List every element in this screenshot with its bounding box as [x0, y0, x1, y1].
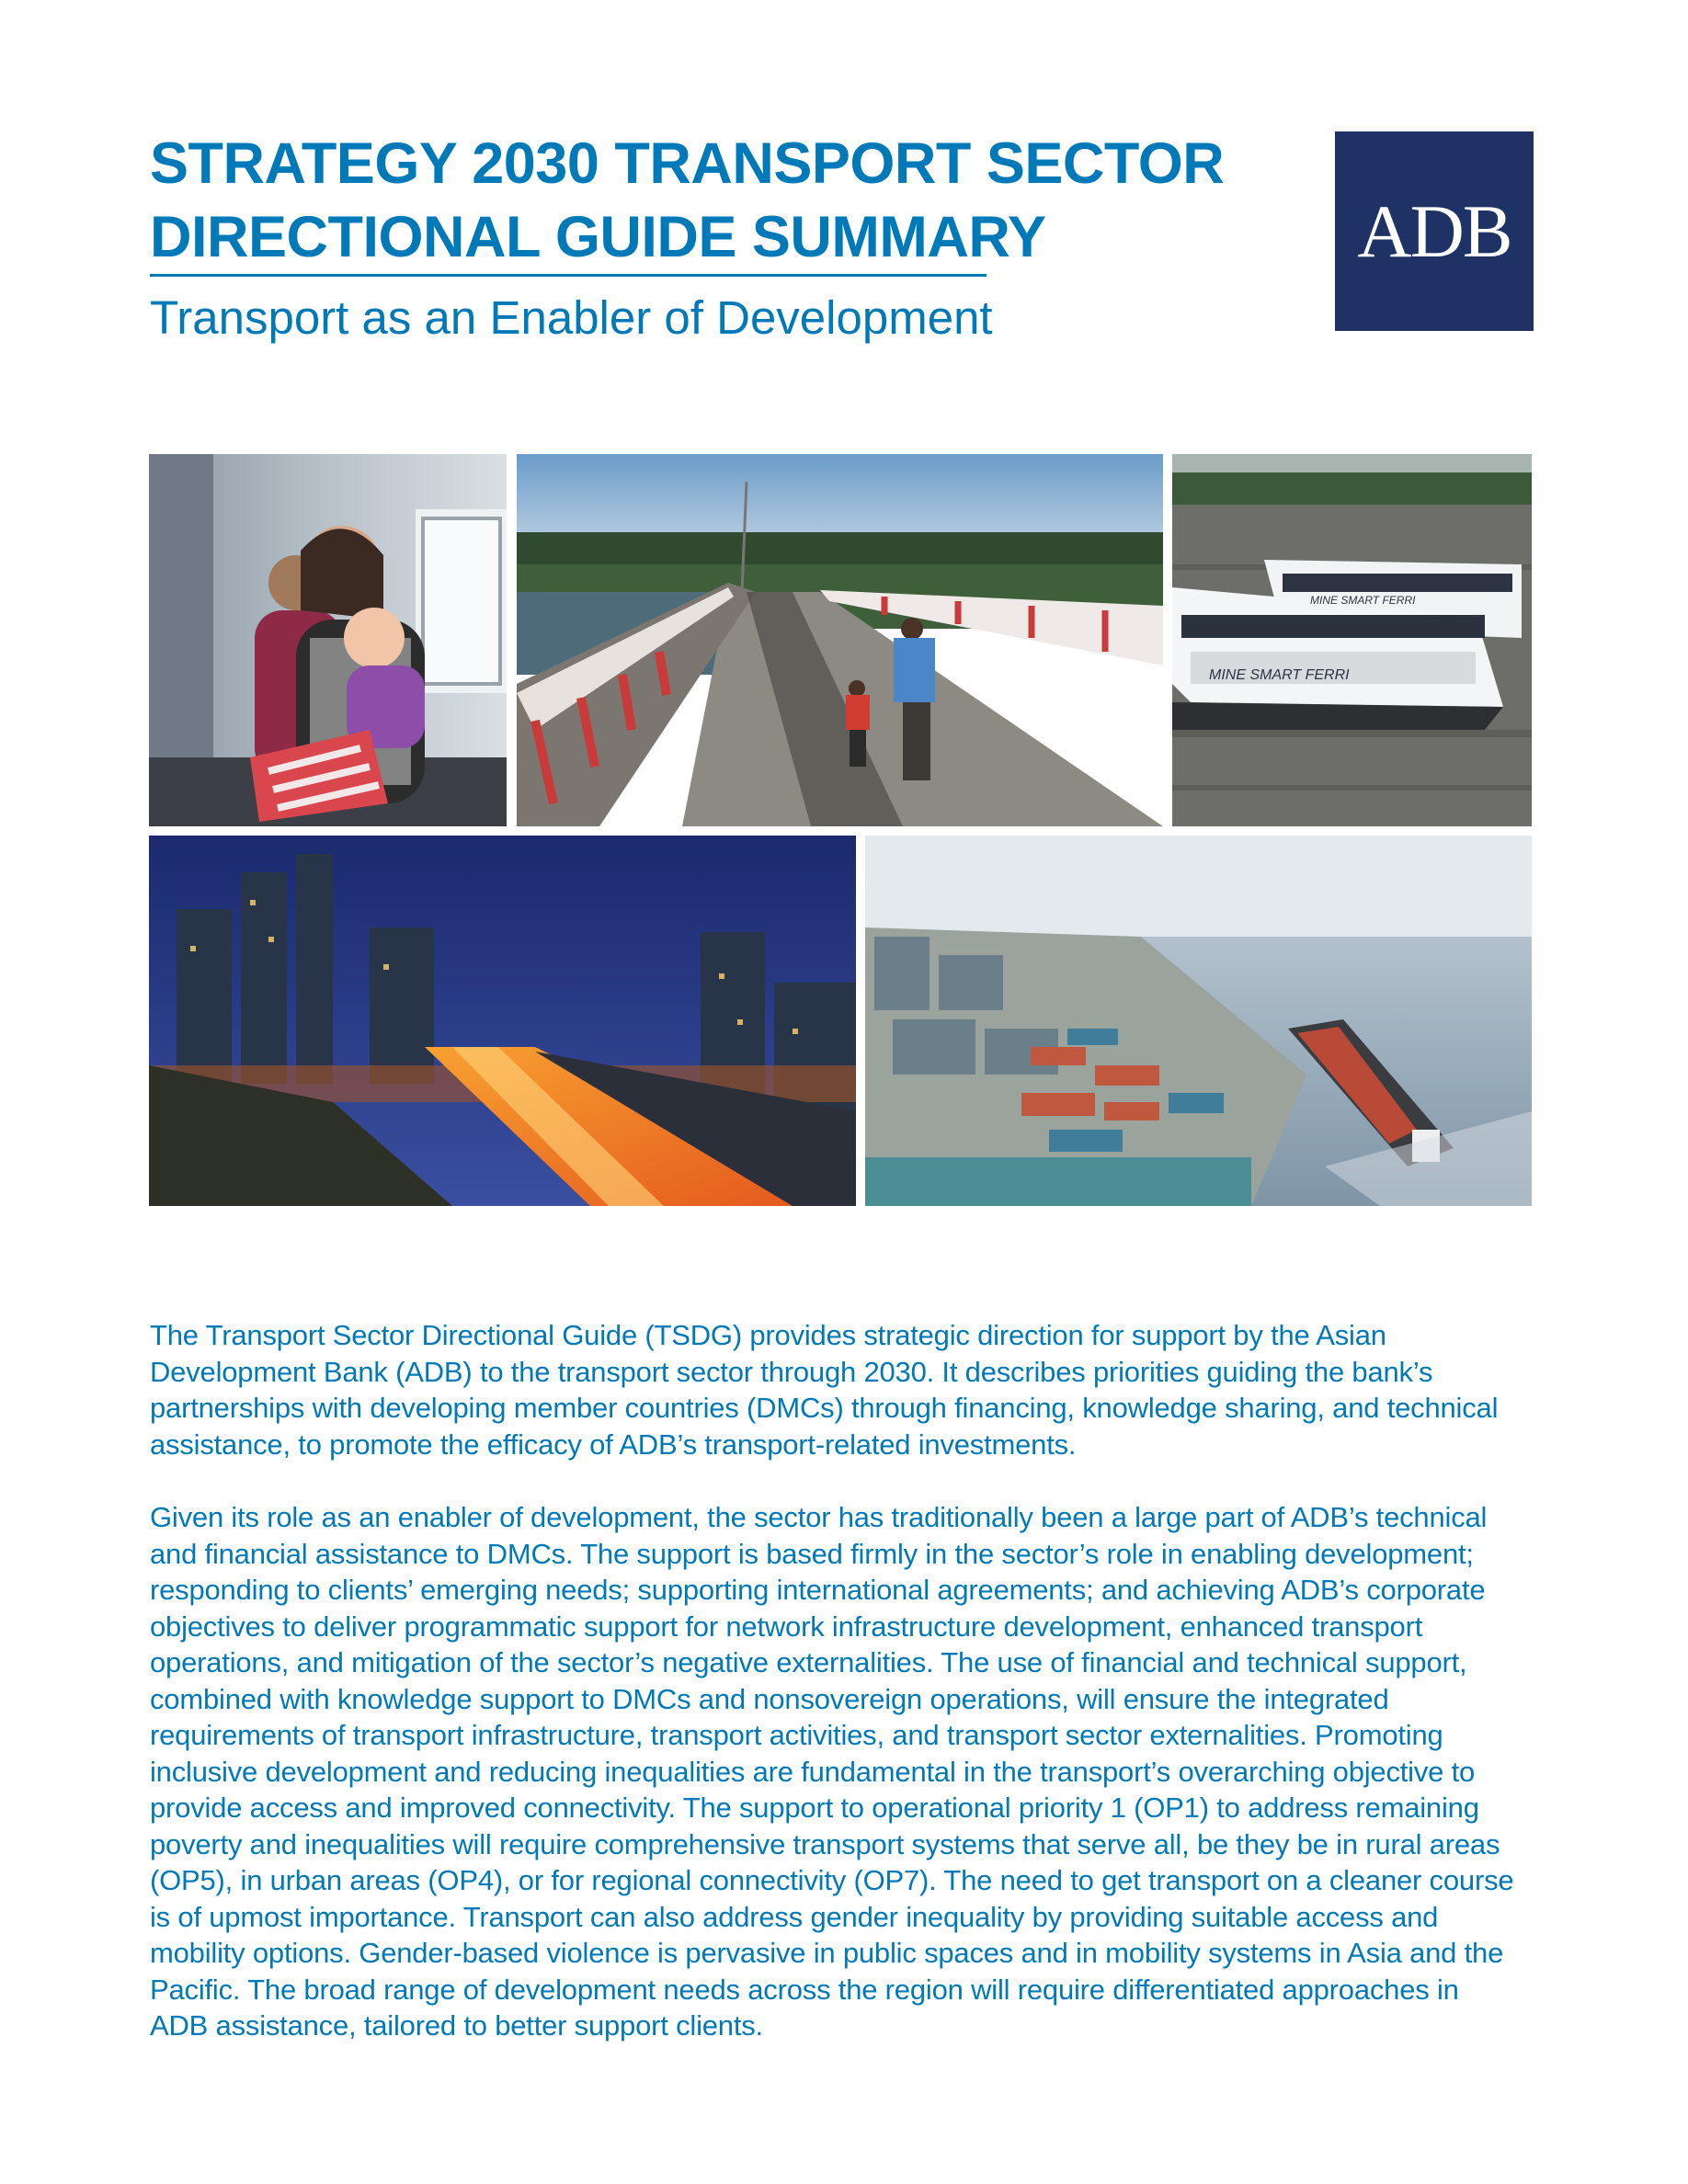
document-title — [150, 127, 1290, 274]
body-paragraph-2: Given its role as an enabler of development, the sector has traditionally been a large part of ADB’s technical and financial assistance to DMCs. The support is based firmly in the sector’s role in enabling development; responding to clients’ emerging needs; supporting international agreements; and achieving ADB’s corporate objectives to deliver programmatic support for network infrastructure development, enhanced transport operations, and mitigation of the sector’s negative externalities. The use of financial and technical support, combined with knowledge support to DMCs and nonsovereign operations, will ensure the integrated requirements of transport infrastructure, transport activities, and transport sector externalities. Promoting inclusive development and reducing inequalities are fundamental in the transport’s overarching objective to provide access and improved connectivity. The support to operational priority 1 (OP1) to address remaining poverty and inequalities will require comprehensive transport systems that serve all, be they be in rural areas (OP5), in urban areas (OP4), or for regional connectivity (OP7). The need to get transport on a cleaner course is of upmost importance. Transport can also address gender inequality by providing suitable access and mobility options. Gender-based violence is pervasive in public spaces and in mobility systems in Asia and the Pacific. The broad range of development needs across the region will require differentiated approaches in ADB assistance, tailored to better support clients. — [150, 1501, 1514, 2042]
body-paragraph-1: The Transport Sector Directional Guide (TSDG) provides strategic direction for support by the Asian Development Bank (ADB) to the transport sector through 2030. It describes priorities guiding the bank’s partnerships with developing member countries (DMCs) through financing, knowledge sharing, and technical assistance, to promote the efficacy of ADB’s transport-related investments. — [150, 1319, 1499, 1461]
document-subtitle: Transport as an Enabler of Development — [150, 291, 993, 344]
photo-city-night-highway — [149, 836, 856, 1206]
photo-smart-ferries — [1172, 454, 1532, 826]
title-line-2: DIRECTIONAL GUIDE SUMMARY — [150, 205, 1046, 269]
adb-logo: ADB — [1335, 131, 1534, 331]
title-underline — [150, 274, 987, 277]
ferry-label: MINE SMART FERRI — [1310, 594, 1416, 607]
photo-bridge-walk — [517, 454, 1163, 826]
ferry-label-2: MINE SMART FERRI — [1209, 667, 1350, 683]
photo-port-aerial — [865, 836, 1532, 1206]
photo-train-passengers — [149, 454, 507, 826]
title-line-1: STRATEGY 2030 TRANSPORT SECTOR — [150, 131, 1225, 196]
